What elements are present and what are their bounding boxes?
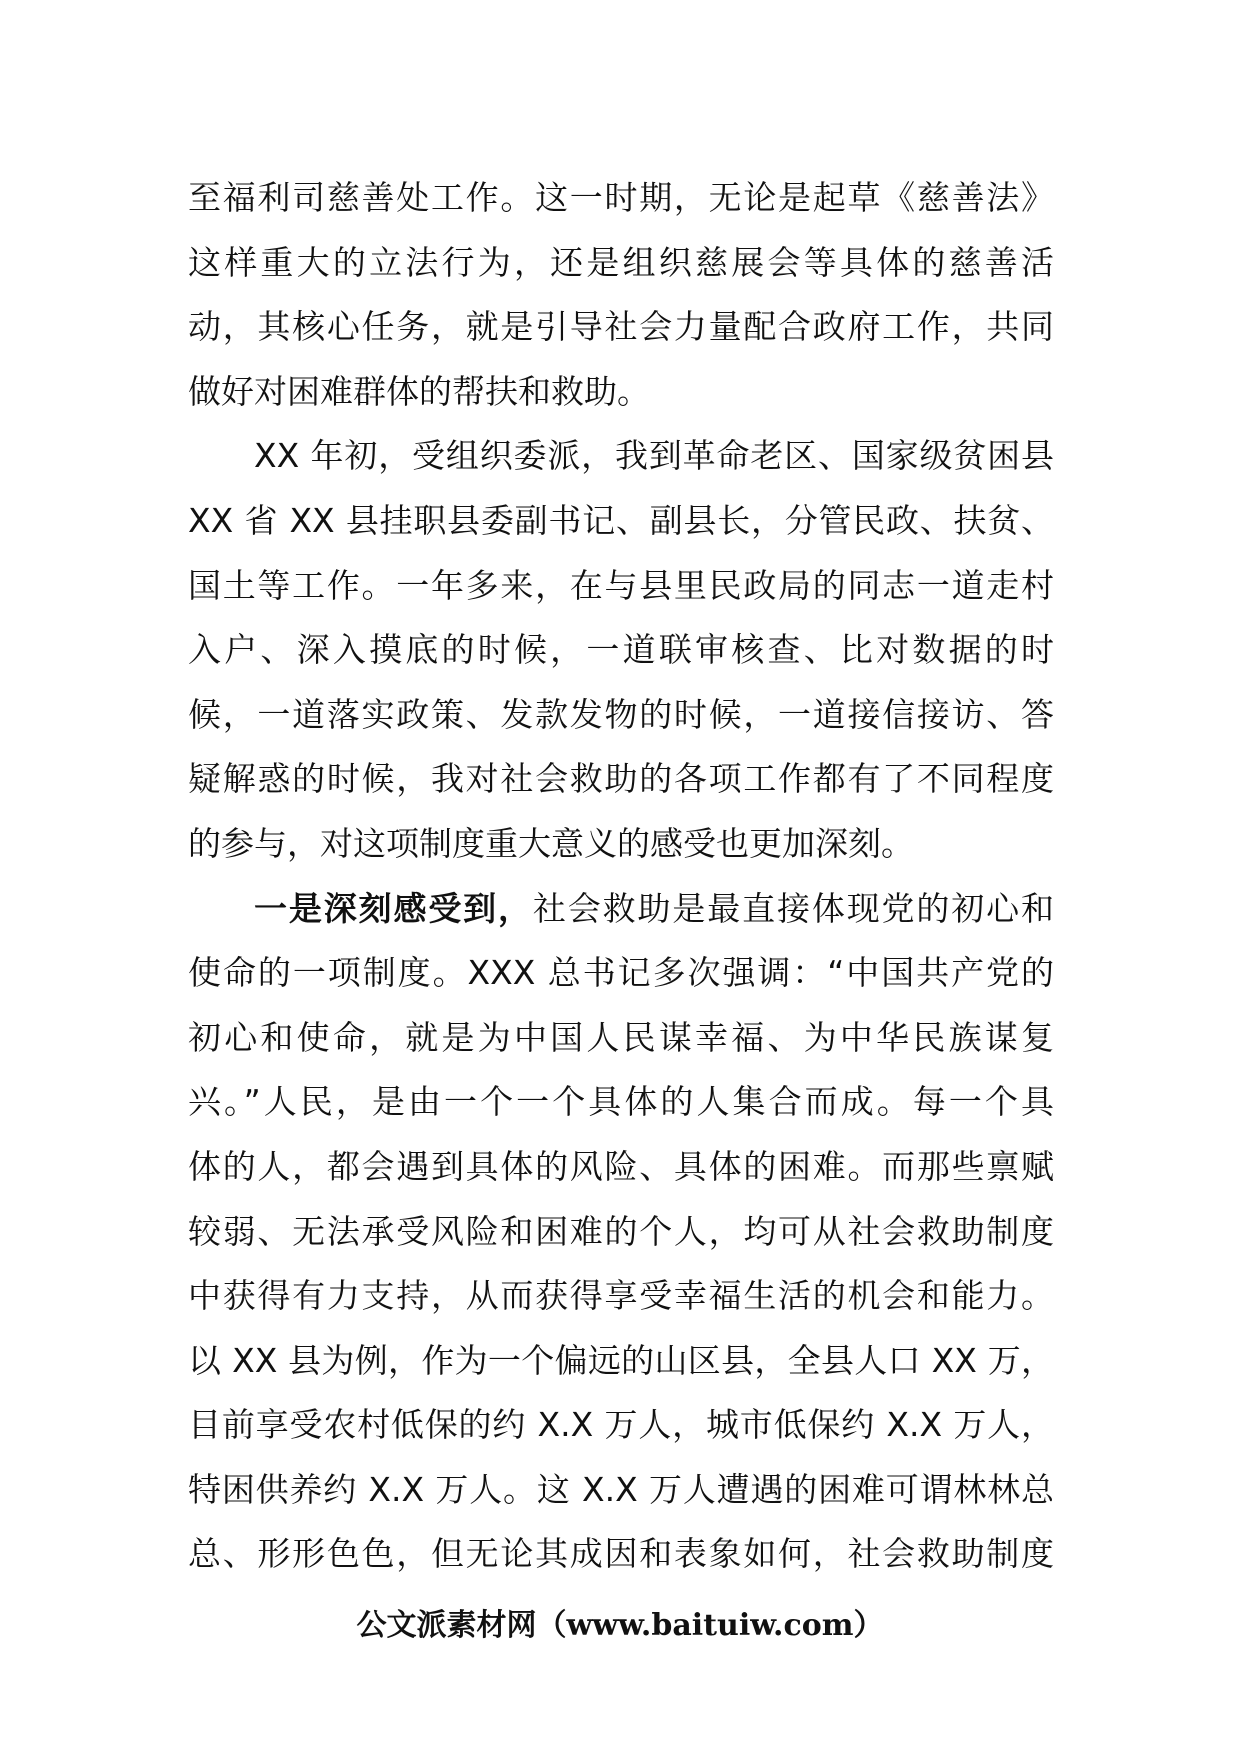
text-line: 兴。”人民，是由一个一个具体的人集合而成。每一个具 [188, 1082, 1054, 1122]
text-line: 至福利司慈善处工作。这一时期，无论是起草《慈善法》 [188, 178, 1054, 217]
text-line: 目前享受农村低保的约 X.X 万人，城市低保约 X.X 万人， [188, 1405, 1054, 1445]
text-line [188, 877, 1054, 942]
text-line: XX 年初，受组织委派，我到革命老区、国家级贫困县 [254, 436, 1054, 476]
text-line: 较弱、无法承受风险和困难的个人，均可从社会救助制度 [188, 1211, 1054, 1251]
text-line: 以 XX 县为例，作为一个偏远的山区县，全县人口 XX 万， [188, 1340, 1054, 1380]
text-line: 候，一道落实政策、发款发物的时候，一道接信接访、答 [188, 694, 1054, 734]
text-line: 中获得有力支持，从而获得享受幸福生活的机会和能力。 [188, 1276, 1054, 1316]
text-line: 使命的一项制度。XXX 总书记多次强调：“中国共产党的 [188, 953, 1054, 993]
document-body [188, 166, 1054, 1587]
text-line: 动，其核心任务，就是引导社会力量配合政府工作，共同 [188, 307, 1054, 347]
footer-watermark: 公文派素材网（www.baituiw.com） [356, 1608, 884, 1643]
text-line: 体的人，都会遇到具体的风险、具体的困难。而那些禀赋 [188, 1146, 1054, 1186]
text-line: 初心和使命，就是为中国人民谋幸福、为中华民族谋复 [188, 1017, 1054, 1057]
text-line: 总、形形色色，但无论其成因和表象如何，社会救助制度 [188, 1534, 1054, 1574]
text-line: 做好对困难群体的帮扶和救助。 [188, 371, 650, 411]
text-line: 这样重大的立法行为，还是组织慈展会等具体的慈善活 [188, 242, 1054, 282]
paragraph-lead: 一是深刻感受到， [254, 888, 533, 928]
text-line: XX 省 XX 县挂职县委副书记、副县长，分管民政、扶贫、 [188, 500, 1054, 540]
text-line: 疑解惑的时候，我对社会救助的各项工作都有了不同程度 [188, 759, 1054, 799]
text-line: 特困供养约 X.X 万人。这 X.X 万人遭遇的困难可谓林林总 [188, 1469, 1054, 1509]
text-line: 入户、深入摸底的时候，一道联审核查、比对数据的时 [188, 630, 1054, 670]
text-line-rest: 社会救助是最直接体现党的初心和 [532, 888, 1055, 928]
text-line: 的参与，对这项制度重大意义的感受也更加深刻。 [188, 823, 914, 863]
text-line: 国土等工作。一年多来，在与县里民政局的同志一道走村 [188, 565, 1054, 605]
